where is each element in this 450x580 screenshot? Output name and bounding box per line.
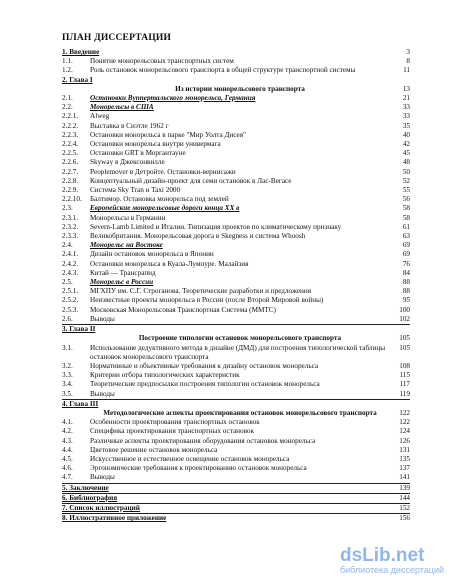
toc-title: Великобритания. Монорельсовая дорога в Skegness и система Whoosh xyxy=(90,232,306,241)
toc-row xyxy=(62,483,410,493)
toc-number: 2.2.5. xyxy=(62,149,79,158)
toc-row xyxy=(62,177,410,186)
toc-row xyxy=(62,223,410,232)
toc-row xyxy=(62,362,410,371)
toc-page-number: 126 xyxy=(399,436,410,445)
toc-title: Китай — Трансрапид xyxy=(90,268,156,277)
toc-row xyxy=(62,296,410,305)
toc-title: Методологические аспекты проектирования остановок монорельсового транспорта xyxy=(103,408,377,417)
toc-row xyxy=(62,112,410,121)
toc-page-number: 69 xyxy=(402,241,410,250)
toc-page-number: 88 xyxy=(402,287,410,296)
toc-number: 4.4. xyxy=(62,445,73,454)
toc-row xyxy=(62,250,410,259)
toc-row xyxy=(62,149,410,158)
toc-row xyxy=(62,158,410,167)
toc-number: 3.2. xyxy=(62,361,73,370)
toc-title: 2. Глава I xyxy=(62,75,93,84)
toc-title: Выводы xyxy=(90,389,115,398)
watermark-logo: dsLib.net xyxy=(339,545,425,566)
toc-page-number: 117 xyxy=(399,380,410,389)
toc-title: Система Sky Tran и Taxi 2000 xyxy=(90,186,181,195)
toc-number: 2.2.3. xyxy=(62,130,79,139)
toc-row xyxy=(62,122,410,131)
toc-page-number: 58 xyxy=(402,204,410,213)
toc-number: 2.3. xyxy=(62,204,73,213)
toc-page-number: 108 xyxy=(399,361,410,370)
toc-number: 3.3. xyxy=(62,371,73,380)
toc-row xyxy=(62,269,410,278)
toc-row xyxy=(62,232,410,241)
toc-title: Различные аспекты проектирования оборудования остановок монорельса xyxy=(90,436,316,445)
toc-page-number: 48 xyxy=(402,158,410,167)
toc-title: Понятие монорельсовых транспортных систем xyxy=(90,57,234,66)
toc-title: Балтимор. Остановка монорельса под землей xyxy=(90,195,229,204)
toc-number: 2.4.2. xyxy=(62,259,79,268)
toc-page-number: 8 xyxy=(406,57,410,66)
toc-row xyxy=(62,85,410,94)
toc-title: Искусственное и естественное освещение остановок монорельса xyxy=(90,454,290,463)
toc-title: Выводы xyxy=(90,473,115,482)
toc-row xyxy=(62,168,410,177)
toc-page-number: 84 xyxy=(402,268,410,277)
toc-row xyxy=(62,390,410,399)
toc-page-number: 122 xyxy=(399,408,410,417)
toc-number: 3.5. xyxy=(62,389,73,398)
toc-row xyxy=(62,306,410,315)
toc-page-number: 33 xyxy=(402,112,410,121)
toc-title: Эргономические требования к проектированию остановок монорельса xyxy=(90,464,307,473)
toc-title: Остановки монорельса в Куала-Лумпуре. Малайзия xyxy=(90,259,249,268)
toc-page-number: 3 xyxy=(406,48,410,56)
toc-number: 4.2. xyxy=(62,427,73,436)
toc-title: Alweg xyxy=(90,112,110,121)
toc-page-number: 69 xyxy=(402,250,410,259)
toc-page-number: 63 xyxy=(402,232,410,241)
toc-number: 2.2.10. xyxy=(62,195,82,204)
toc-page-number: 124 xyxy=(399,427,410,436)
toc-row xyxy=(62,140,410,149)
toc-title: Выводы xyxy=(90,314,115,323)
toc-row xyxy=(62,324,410,334)
toc-title: 3. Глава II xyxy=(62,325,96,334)
toc-page-number: 115 xyxy=(399,371,410,380)
toc-page-number: 100 xyxy=(399,305,410,314)
toc-row xyxy=(62,399,410,409)
toc-number: 2.2.6. xyxy=(62,158,79,167)
toc-title: 5. Заключение xyxy=(62,483,109,492)
toc-number: 2.5.3. xyxy=(62,305,79,314)
toc-title: Монорельсы в Германии xyxy=(90,213,166,222)
toc-title: Концептуальный дизайн-проект для семи остановок в Лас-Вегасе xyxy=(90,176,292,185)
toc-page-number: 119 xyxy=(399,389,410,398)
toc-page-number: 144 xyxy=(399,493,410,502)
toc-row xyxy=(62,57,410,66)
toc-row xyxy=(62,315,410,324)
toc-page-number: 76 xyxy=(402,259,410,268)
toc-page-number: 139 xyxy=(399,483,410,492)
toc-number: 2.2.2. xyxy=(62,121,79,130)
toc-number: 4.5. xyxy=(62,454,73,463)
toc-row xyxy=(62,260,410,269)
toc-row xyxy=(62,344,410,362)
toc-page-number: 52 xyxy=(402,176,410,185)
toc-page-number: 141 xyxy=(399,473,410,482)
toc-title: Монорельс на Востоке xyxy=(90,241,163,250)
toc-number: 2.5.2. xyxy=(62,296,79,305)
toc-number: 2.5.1. xyxy=(62,287,79,296)
toc-number: 2.4.3. xyxy=(62,268,79,277)
toc-number: 3.4. xyxy=(62,380,73,389)
toc-page-number: 105 xyxy=(399,334,410,343)
toc-title: Специфика проектирования транспортных остановок xyxy=(90,427,255,436)
toc-number: 2.2.7. xyxy=(62,167,79,176)
toc-page-number: 42 xyxy=(402,140,410,149)
toc-page-number: 131 xyxy=(399,445,410,454)
toc-title: Остановки монорельса внутри универмага xyxy=(90,140,221,149)
toc-title: Остановки монорельса в парке "Мир Уолта Дисея" xyxy=(90,130,246,139)
watermark xyxy=(340,546,444,575)
toc-page-number: 13 xyxy=(402,84,410,93)
toc-row xyxy=(62,241,410,250)
toc-row xyxy=(62,48,410,57)
toc-title: 4. Глава III xyxy=(62,399,99,408)
toc-number: 2.4. xyxy=(62,241,73,250)
toc-page-number: 61 xyxy=(402,222,410,231)
toc-title: Нормативные и объективные требования к дизайну остановок монорельса xyxy=(90,361,319,370)
toc-page-number: 56 xyxy=(402,195,410,204)
toc-title: 8. Иллюстративное приложение xyxy=(62,514,167,523)
toc-title: Роль остановок монорельсового транспорта в общей структуре транспортной системы xyxy=(90,66,356,75)
toc-page-number: 45 xyxy=(402,149,410,158)
toc-number: 2.3.2. xyxy=(62,222,79,231)
toc-row xyxy=(62,214,410,223)
toc-page-number: 21 xyxy=(402,94,410,103)
toc-row xyxy=(62,66,410,75)
toc-title: Использование дедуктивного метода в дизайне (ДМД) для построения типологической таблицы остановок монорельсового транспорта xyxy=(90,343,386,361)
toc-page-number: 95 xyxy=(402,296,410,305)
toc-page-number: 156 xyxy=(399,514,410,523)
toc-title: Peoplemover в Детройте. Остановки-вернисажи xyxy=(90,167,236,176)
toc-title: Выставка в Сиэтле 1962 г xyxy=(90,121,169,130)
toc-number: 2.3.3. xyxy=(62,232,79,241)
toc-page-number: 40 xyxy=(402,130,410,139)
toc-page-number: 135 xyxy=(399,454,410,463)
toc-page-number: 105 xyxy=(399,343,410,352)
toc-row xyxy=(62,94,410,103)
toc-page-number: 102 xyxy=(399,314,410,323)
toc-number: 2.3.1. xyxy=(62,213,79,222)
toc-title: Остановки GRT в Моргантауне xyxy=(90,149,186,158)
toc-title: Монорельс в России xyxy=(90,278,154,287)
toc-row xyxy=(62,278,410,287)
toc-row xyxy=(62,287,410,296)
page-title: ПЛАН ДИССЕРТАЦИИ xyxy=(62,33,172,43)
toc-row xyxy=(62,76,410,85)
toc-number: 1.1. xyxy=(62,57,73,66)
toc-number: 2.4.1. xyxy=(62,250,79,259)
toc-row xyxy=(62,437,410,446)
toc-page-number: 50 xyxy=(402,167,410,176)
toc-title: МГХПУ им. С.Г. Строганова. Теоретические разработки и предложения xyxy=(90,287,312,296)
watermark-subtitle: библиотека диссертаций xyxy=(339,565,444,575)
toc-row xyxy=(62,131,410,140)
toc-row xyxy=(62,473,410,482)
toc-row xyxy=(62,371,410,380)
toc-number: 3.1. xyxy=(62,343,73,352)
toc-number: 2.2.8. xyxy=(62,176,79,185)
toc-page-number: 55 xyxy=(402,186,410,195)
toc-title: 1. Введение xyxy=(62,48,100,56)
toc-row xyxy=(62,427,410,436)
toc-row xyxy=(62,409,410,418)
toc-number: 4.3. xyxy=(62,436,73,445)
toc-title: Дизайн остановок монорельса в Японии xyxy=(90,250,214,259)
toc-title: Остановки Вуппертальского монорельса, Германия xyxy=(90,94,256,103)
toc-title: Skyway в Джексонвилле xyxy=(90,158,165,167)
toc-number: 4.1. xyxy=(62,418,73,427)
toc-title: Построение типологии остановок монорельсового транспорта xyxy=(138,334,342,343)
toc-row xyxy=(62,464,410,473)
toc-title: Московская Монорельсовая Транспортная Система (ММТС) xyxy=(90,305,276,314)
toc-row xyxy=(62,334,410,343)
toc-number: 2.5. xyxy=(62,278,73,287)
toc-title: 7. Список иллюстраций xyxy=(62,503,140,512)
toc-number: 2.1. xyxy=(62,94,73,103)
toc-page-number: 137 xyxy=(399,464,410,473)
toc-title: Европейские монорельсовые дороги конца XX в xyxy=(90,204,240,213)
table-of-contents xyxy=(62,48,410,523)
toc-number: 2.2.9. xyxy=(62,186,79,195)
toc-row xyxy=(62,186,410,195)
toc-row xyxy=(62,455,410,464)
toc-row xyxy=(62,380,410,389)
toc-number: 1.2. xyxy=(62,66,73,75)
toc-title: Цветовое решение остановок монорельса xyxy=(90,445,218,454)
toc-number: 2.2. xyxy=(62,103,73,112)
toc-number: 4.6. xyxy=(62,464,73,473)
toc-row xyxy=(62,446,410,455)
toc-row xyxy=(62,418,410,427)
toc-page-number: 58 xyxy=(402,213,410,222)
toc-row xyxy=(62,503,410,513)
toc-row xyxy=(62,513,410,523)
toc-title: Severn-Lamb Limited и Италии. Типизация проектов по климатическому признаку xyxy=(90,222,342,231)
toc-row xyxy=(62,493,410,503)
toc-number: 2.2.1. xyxy=(62,112,79,121)
toc-number: 2.2.4. xyxy=(62,140,79,149)
toc-title: Из истории монорельсового транспорта xyxy=(175,84,305,93)
toc-title: 6. Библиография xyxy=(62,493,118,502)
toc-page-number: 11 xyxy=(403,66,410,75)
toc-row xyxy=(62,103,410,112)
toc-title: Особенности проектирования транспортных остановок xyxy=(90,418,260,427)
toc-row xyxy=(62,204,410,213)
toc-title: Критерии отбора типологических характеристик xyxy=(90,371,240,380)
toc-page-number: 33 xyxy=(402,103,410,112)
toc-page-number: 35 xyxy=(402,121,410,130)
toc-title: Монорельсы в США xyxy=(90,103,154,112)
toc-page-number: 88 xyxy=(402,278,410,287)
toc-number: 2.6. xyxy=(62,314,73,323)
toc-title: Теоретические предпосылки построения типологии остановок монорельса xyxy=(90,380,320,389)
toc-number: 4.7. xyxy=(62,473,73,482)
toc-page-number: 152 xyxy=(399,503,410,512)
toc-page-number: 122 xyxy=(399,418,410,427)
toc-title: Неизвестные проекты монорельса в России (после Второй Мировой войны) xyxy=(90,296,324,305)
